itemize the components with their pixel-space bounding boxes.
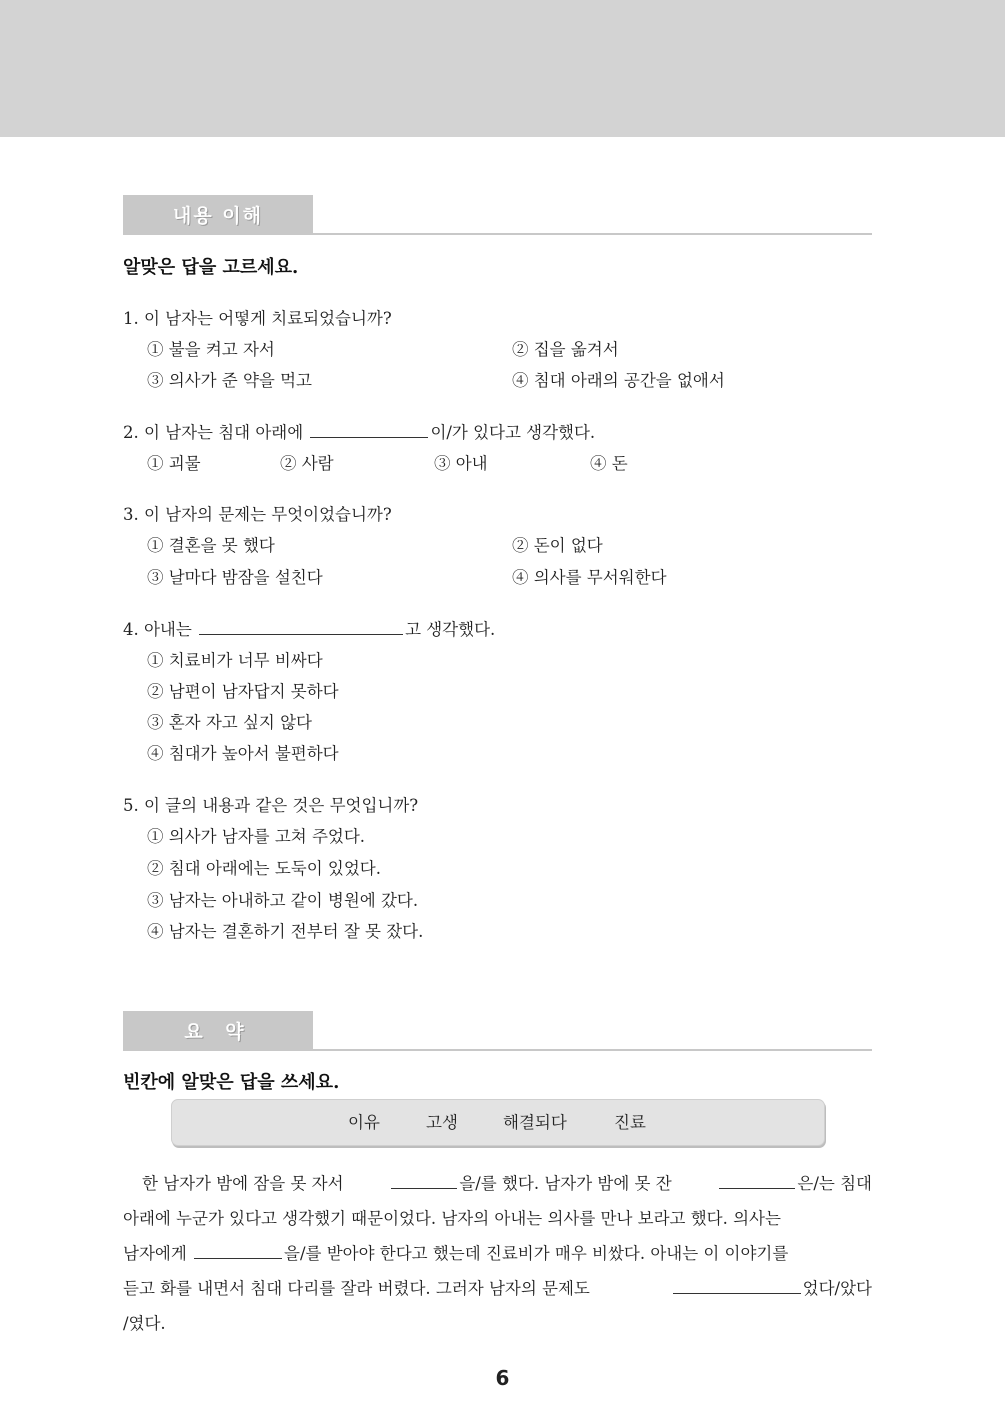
q1-option-4[interactable]: ④ 침대 아래의 공간을 없애서 [512, 371, 725, 390]
summary-line-1 [123, 1170, 872, 1194]
q1-option-1[interactable]: ① 불을 켜고 자서 [147, 340, 275, 359]
q2-option-1[interactable]: ① 괴물 [147, 454, 201, 473]
q2-option-3[interactable]: ③ 아내 [434, 454, 488, 473]
summary-blank-3[interactable] [194, 1244, 282, 1259]
q4-text-before: 4. 아내는 [123, 620, 192, 639]
summary-text: 듣고 화를 내면서 침대 다리를 잘라 버렸다. 그러자 남자의 문제도 [123, 1279, 590, 1298]
question-2 [123, 419, 595, 443]
section-header-summary [123, 1011, 872, 1051]
q4-blank[interactable] [199, 620, 403, 635]
q3-option-3[interactable]: ③ 날마다 밤잠을 설친다 [147, 568, 323, 587]
summary-text: 은/는 침대 [797, 1174, 872, 1193]
q2-text-after: 이/가 있다고 생각했다. [430, 423, 596, 442]
section-title: 내용 이해 [123, 195, 313, 235]
q2-text-before: 2. 이 남자는 침대 아래에 [123, 423, 304, 442]
question-4 [123, 616, 495, 640]
summary-text: 었다/았다 [802, 1279, 872, 1298]
word-bank-item: 고생 [426, 1113, 458, 1132]
q4-option-1[interactable]: ① 치료비가 너무 비싸다 [147, 651, 323, 670]
section-header-comprehension [123, 195, 872, 235]
q5-option-1[interactable]: ① 의사가 남자를 고쳐 주었다. [147, 827, 366, 846]
section-divider [123, 233, 872, 235]
summary-line-4 [123, 1275, 872, 1299]
summary-text: 을/를 했다. 남자가 밤에 못 잔 [459, 1174, 672, 1193]
q4-option-4[interactable]: ④ 침대가 높아서 불편하다 [147, 744, 339, 763]
summary-line-5: /였다. [123, 1314, 166, 1333]
q5-option-3[interactable]: ③ 남자는 아내하고 같이 병원에 갔다. [147, 891, 419, 910]
word-bank-item: 이유 [348, 1113, 380, 1132]
top-header-band [0, 0, 1005, 137]
q2-option-4[interactable]: ④ 돈 [590, 454, 628, 473]
word-bank-item: 진료 [614, 1113, 646, 1132]
instruction-choose: 알맞은 답을 고르세요. [123, 257, 299, 278]
summary-blank-2[interactable] [719, 1174, 795, 1189]
section-title: 요 약 [123, 1011, 313, 1051]
section-divider [123, 1049, 872, 1051]
word-bank-box [171, 1099, 825, 1146]
summary-text: 을/를 받아야 한다고 했는데 진료비가 매우 비쌌다. 아내는 이 이야기를 [284, 1244, 789, 1263]
q5-option-4[interactable]: ④ 남자는 결혼하기 전부터 잘 못 잤다. [147, 922, 424, 941]
q2-option-2[interactable]: ② 사람 [280, 454, 334, 473]
q1-option-2[interactable]: ② 집을 옮겨서 [512, 340, 619, 359]
page-number: 6 [495, 1366, 510, 1390]
summary-blank-4[interactable] [673, 1279, 801, 1294]
q4-option-3[interactable]: ③ 혼자 자고 싶지 않다 [147, 713, 312, 732]
word-bank-item: 해결되다 [503, 1113, 567, 1132]
question-1: 1. 이 남자는 어떻게 치료되었습니까? [123, 309, 392, 328]
instruction-fill-blanks: 빈칸에 알맞은 답을 쓰세요. [123, 1072, 340, 1093]
q3-option-1[interactable]: ① 결혼을 못 했다 [147, 536, 275, 555]
q2-blank[interactable] [310, 423, 428, 438]
summary-line-3 [123, 1240, 872, 1264]
summary-line-2: 아래에 누군가 있다고 생각했기 때문이었다. 남자의 아내는 의사를 만나 보라고 했다. 의사는 [123, 1209, 781, 1228]
q3-option-2[interactable]: ② 돈이 없다 [512, 536, 603, 555]
summary-blank-1[interactable] [391, 1174, 457, 1189]
summary-text: 남자에게 [123, 1244, 187, 1263]
q4-option-2[interactable]: ② 남편이 남자답지 못하다 [147, 682, 339, 701]
summary-text: 한 남자가 밤에 잠을 못 자서 [142, 1174, 344, 1193]
q1-option-3[interactable]: ③ 의사가 준 약을 먹고 [147, 371, 312, 390]
q3-option-4[interactable]: ④ 의사를 무서워한다 [512, 568, 667, 587]
question-3: 3. 이 남자의 문제는 무엇이었습니까? [123, 505, 392, 524]
q5-option-2[interactable]: ② 침대 아래에는 도둑이 있었다. [147, 859, 381, 878]
question-5: 5. 이 글의 내용과 같은 것은 무엇입니까? [123, 796, 419, 815]
q4-text-after: 고 생각했다. [405, 620, 496, 639]
